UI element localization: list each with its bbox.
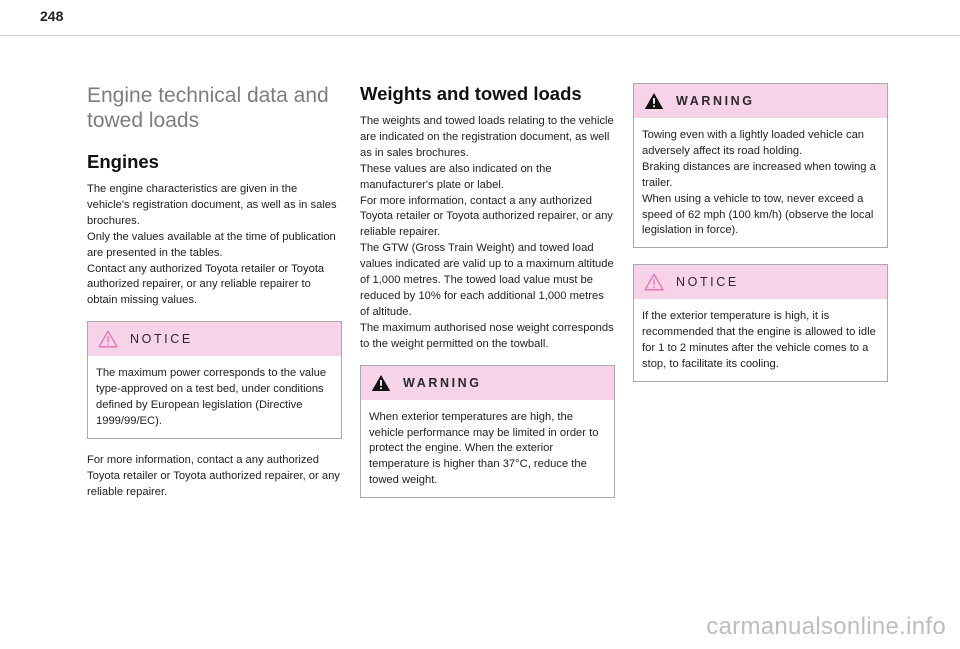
notice-box-engines bbox=[87, 321, 342, 439]
warning-header bbox=[361, 366, 614, 400]
page-number: 248 bbox=[40, 8, 64, 24]
notice-header bbox=[88, 322, 341, 356]
notice-text: The maximum power corresponds to the value type-approved on a test bed, under conditions defined by European legislation (Directive 1999/99/EC). bbox=[96, 367, 327, 427]
warning-label: WARNING bbox=[676, 94, 755, 108]
warning-box-towing bbox=[633, 83, 888, 248]
engines-intro-text: The engine characteristics are given in the vehicle's registration document, as well as in sales brochures. Only the values available at the time of publication are presented in the tables. Contact any authorized Toyota retailer or Toyota authorized repairer, or any reliable repairer to obtain missing values. bbox=[87, 183, 337, 307]
warning-filled-icon bbox=[644, 92, 664, 110]
column-weights bbox=[360, 83, 615, 512]
warning-box-weights bbox=[360, 365, 615, 499]
section-title-engines: Engines bbox=[87, 151, 159, 172]
notice-label: NOTICE bbox=[130, 332, 193, 347]
weights-text: The weights and towed loads relating to the vehicle are indicated on the registration document, as well as in sales brochures. These values are also indicated on the manufacturer's plate or label. For more information, contact a any authorized Toyota retailer or Toyota authorized repairer, or any reliable repairer. The GTW (Gross Train Weight) and towed load values indicated are valid up to a maximum altitude of 1,000 metres. The towed load value must be reduced by 10% for each additional 1,000 metres of altitude. The maximum authorised nose weight corresponds to the weight permitted on the towball. bbox=[360, 115, 614, 350]
warning-label: WARNING bbox=[403, 375, 482, 390]
notice-header bbox=[634, 265, 887, 299]
caution-outline-icon bbox=[644, 273, 664, 291]
caution-outline-icon bbox=[98, 330, 118, 348]
warning-filled-icon bbox=[371, 374, 391, 392]
watermark: carmanualsonline.info bbox=[706, 613, 946, 640]
notice-text: If the exterior temperature is high, it is recommended that the engine is allowed to idle for 1 to 2 minutes after the vehicle comes to a stop, to facilitate its cooling. bbox=[642, 310, 876, 371]
notice-label: NOTICE bbox=[676, 275, 739, 290]
warning-text: When exterior temperatures are high, the vehicle performance may be limited in order to protect the engine. When the exterior temperature is higher than 37°C, reduce the towed weight. bbox=[369, 410, 599, 487]
chapter-title: Engine technical data and towed loads bbox=[87, 84, 329, 132]
warning-header bbox=[634, 84, 887, 118]
section-title-weights: Weights and towed loads bbox=[360, 83, 582, 104]
notice-box-towing bbox=[633, 264, 888, 382]
column-towing bbox=[633, 83, 888, 396]
warning-text: Towing even with a lightly loaded vehicle can adversely affect its road holding. Braking distances are increased when towing a trailer. When using a vehicle to tow, never exceed a speed of 62 mph (100 km/h) (observe the local legislation in force). bbox=[642, 129, 876, 237]
engines-outro-text: For more information, contact a any authorized Toyota retailer or Toyota authorized repairer, or any reliable repairer. bbox=[87, 453, 340, 498]
column-engines bbox=[87, 83, 342, 501]
header-divider bbox=[0, 35, 960, 36]
